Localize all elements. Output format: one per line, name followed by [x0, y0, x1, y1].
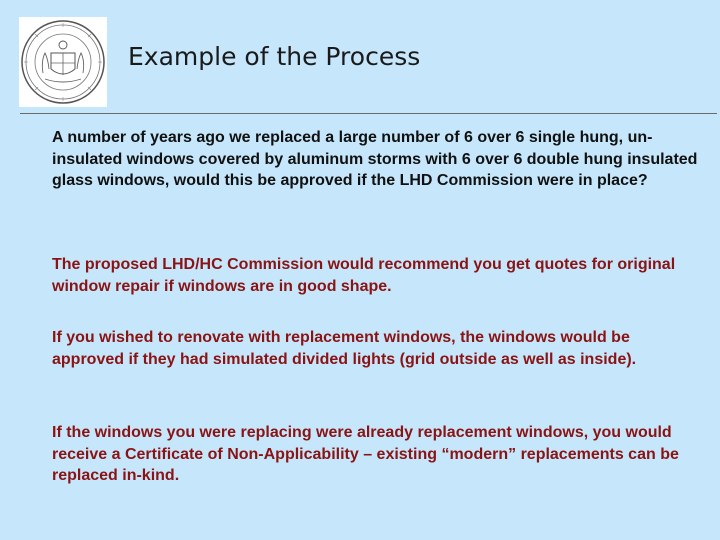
state-seal-icon: [19, 17, 107, 107]
title-divider: [20, 113, 717, 114]
slide-title: Example of the Process: [128, 42, 421, 71]
answer-paragraph-replacement: If you wished to renovate with replacement windows, the windows would be approved if they had simulated divided lights (grid outside as well as inside).: [52, 329, 637, 368]
answer-paragraph-repair: The proposed LHD/HC Commission would recommend you get quotes for original window repair if windows are in good shape.: [52, 256, 676, 295]
question-paragraph: A number of years ago we replaced a large number of 6 over 6 single hung, un-insulated windows covered by aluminum storms with 6 over 6 double hung insulated glass windows, would this be approved if the LHD Commission were in place?: [52, 129, 698, 189]
answer-paragraph-in-kind: If the windows you were replacing were already replacement windows, you would receive a Certificate of Non-Applicability – existing “modern” replacements can be replaced in-kind.: [52, 424, 679, 484]
